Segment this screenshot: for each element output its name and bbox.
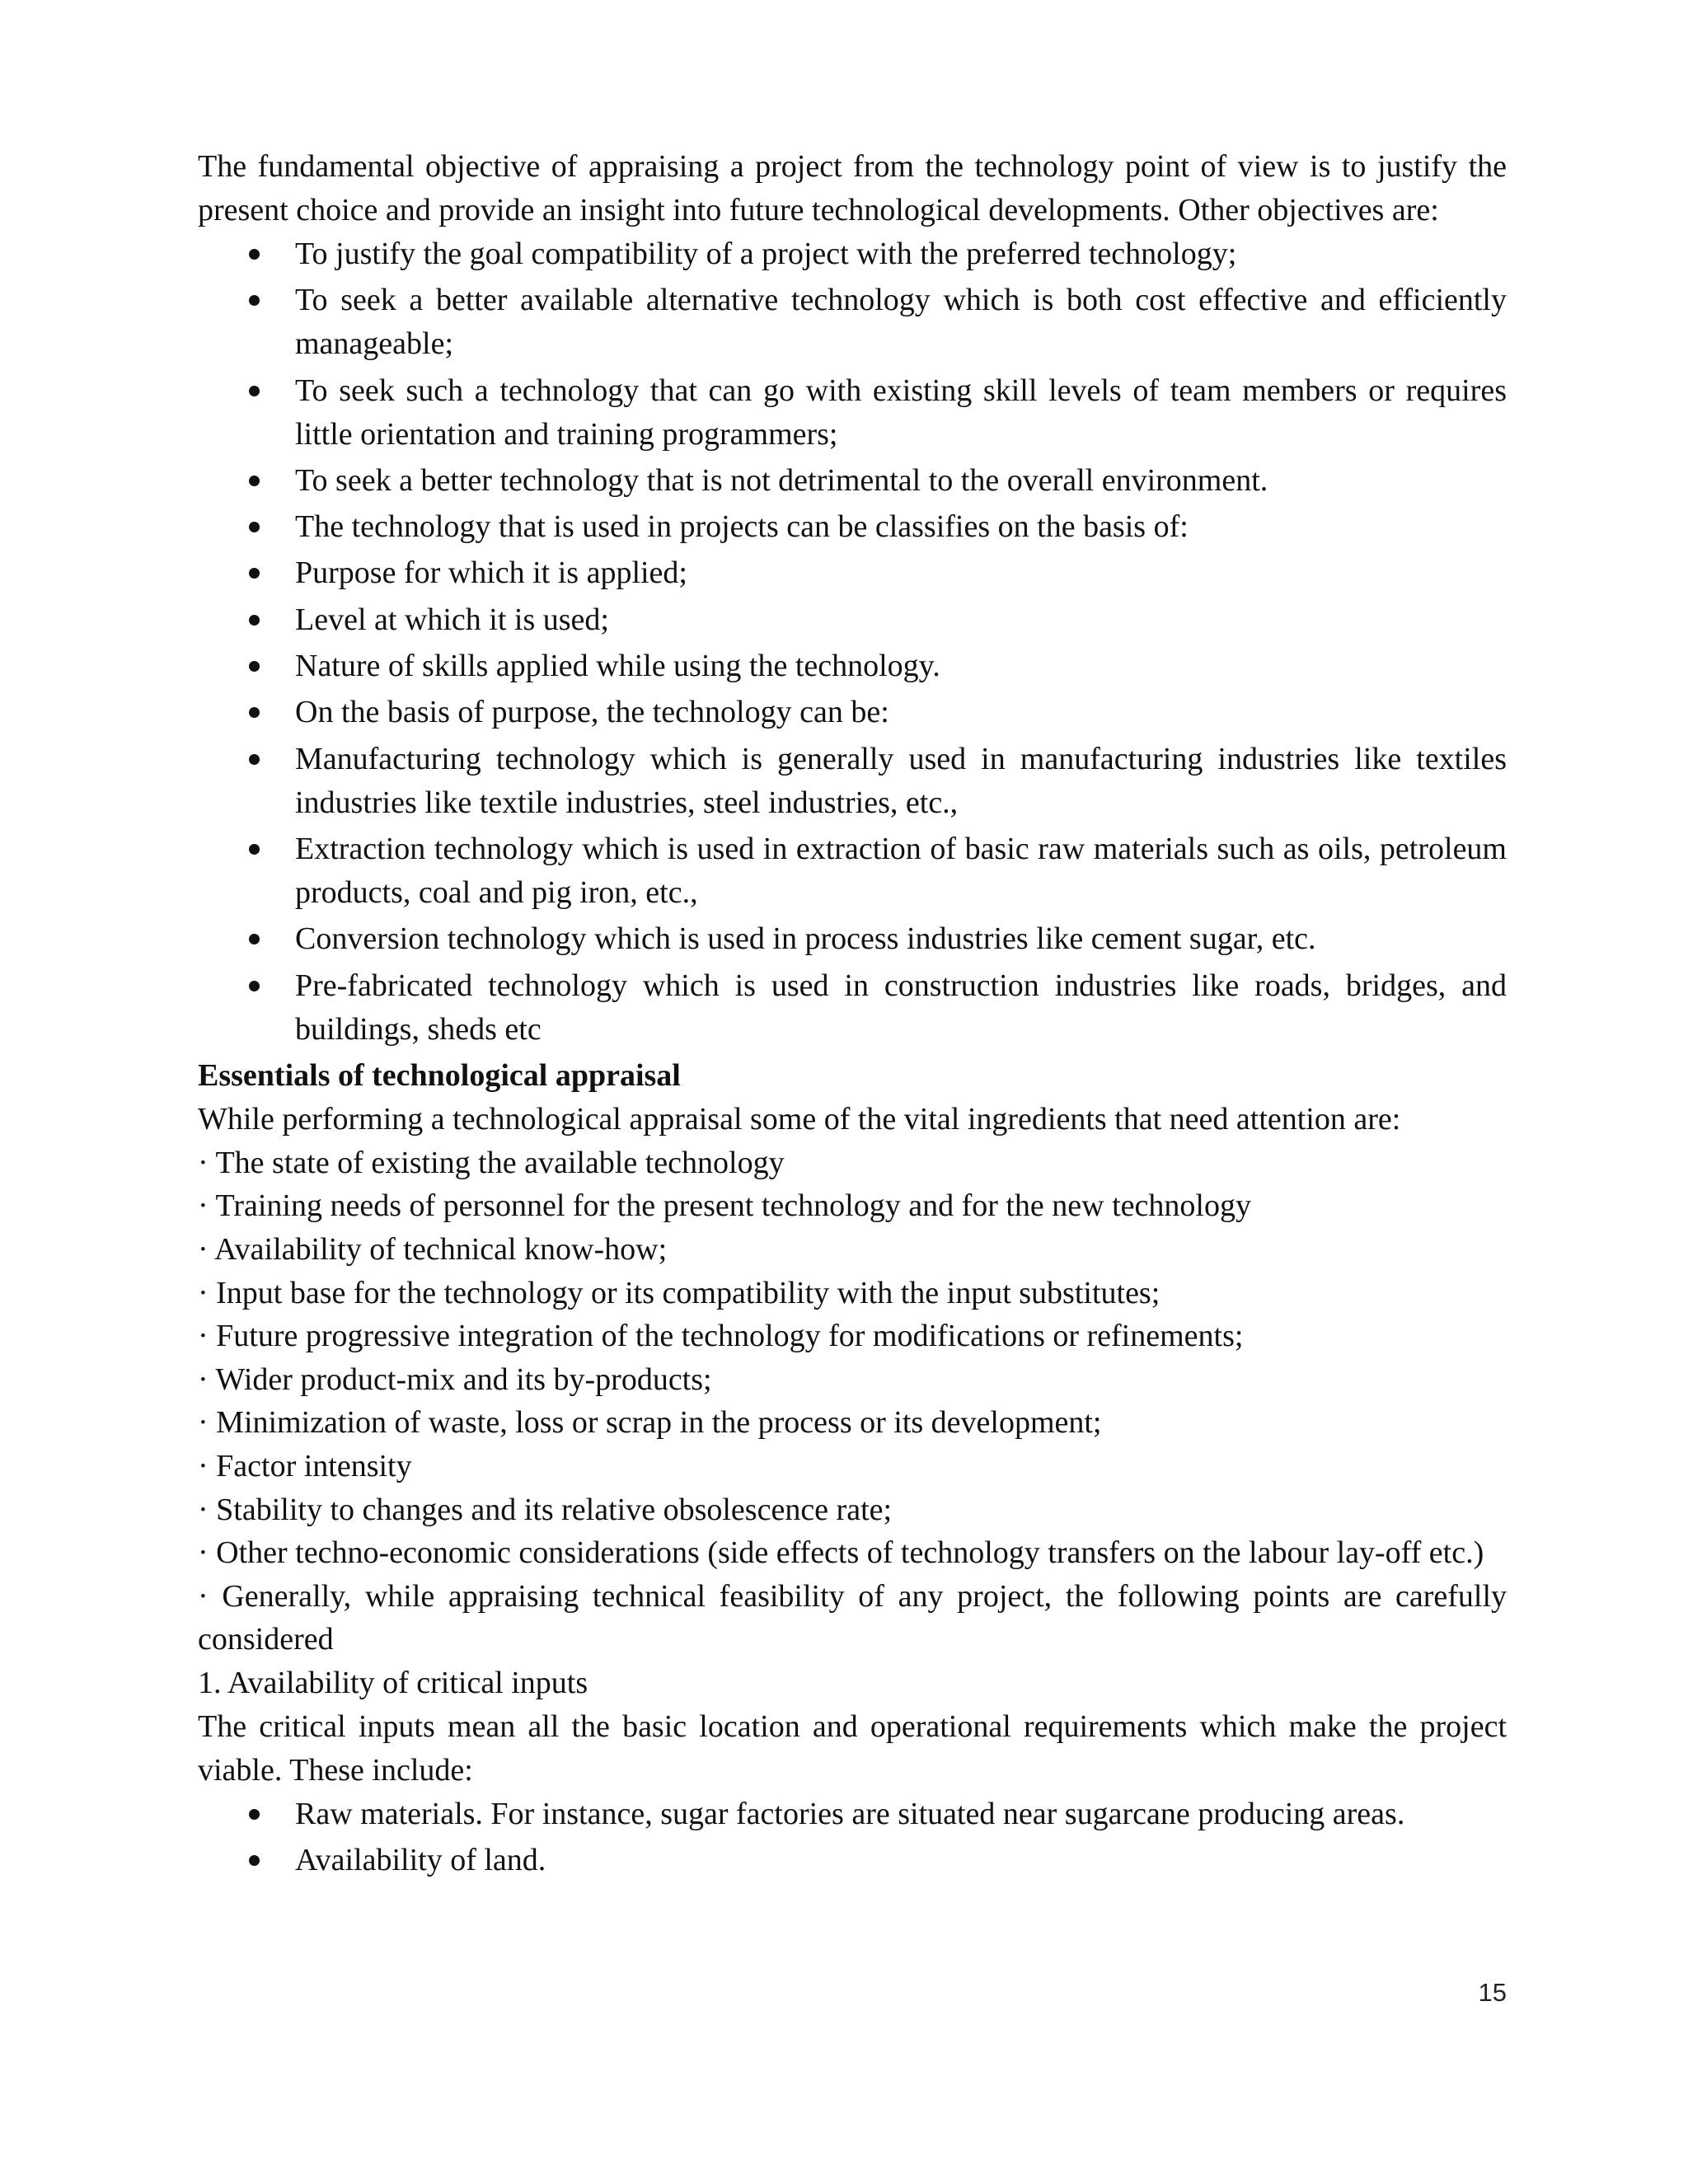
list-item: · Factor intensity [198, 1449, 412, 1484]
list-item: · Training needs of personnel for the present technology and for the new technology [198, 1188, 1251, 1224]
bullet-icon [249, 1855, 260, 1866]
list-item-text: Raw materials. For instance, sugar factories are situated near sugarcane producing areas. [295, 1796, 1405, 1831]
list-item-text: Manufacturing technology which is generally used in manufacturing industries like textiles industries like textile industries, steel industries, etc., [295, 741, 1507, 820]
list-item [198, 691, 1507, 734]
list-item [198, 279, 1507, 366]
list-item-text: On the basis of purpose, the technology can be: [295, 695, 889, 730]
bullet-icon [249, 386, 260, 396]
list-item-text: Pre-fabricated technology which is used in construction industries like roads, bridges, and buildings, sheds etc [295, 968, 1507, 1047]
critical-inputs-intro: The critical inputs mean all the basic location and operational requirements which make the project viable. These include: [198, 1708, 1507, 1788]
list-item [198, 964, 1507, 1052]
list-item [198, 551, 1507, 595]
bullet-icon [249, 615, 260, 626]
list-item [198, 917, 1507, 961]
list-item [198, 1839, 1507, 1882]
bullet-icon [249, 1809, 260, 1820]
list-item-text: Nature of skills applied while using the technology. [295, 649, 940, 684]
list-item [198, 644, 1507, 688]
list-item [198, 459, 1507, 503]
bullet-icon [249, 522, 260, 532]
list-item-text: Availability of land. [295, 1843, 546, 1878]
list-item-text: To seek a better available alternative technology which is both cost effective and efficiently manageable; [295, 283, 1507, 362]
list-item [198, 598, 1507, 642]
bullet-icon [249, 476, 260, 486]
page-number: 15 [1478, 1978, 1507, 2007]
list-item [198, 827, 1507, 915]
bullet-icon [249, 249, 260, 260]
essentials-list [198, 1141, 1507, 1661]
list-item [198, 505, 1507, 549]
bullet-icon [249, 295, 260, 306]
list-item: · Other techno-economic considerations (side effects of technology transfers on the labour lay-off etc.) [198, 1535, 1484, 1571]
list-item-text: To seek such a technology that can go with existing skill levels of team members or requires little orientation and training programmers; [295, 373, 1507, 452]
list-item: · Minimization of waste, loss or scrap in the process or its development; [198, 1405, 1102, 1441]
list-item: · Stability to changes and its relative obsolescence rate; [198, 1492, 893, 1527]
objectives-list [198, 232, 1507, 1052]
bullet-icon [249, 707, 260, 718]
list-item: · Input base for the technology or its compatibility with the input substitutes; [198, 1275, 1160, 1310]
bullet-icon [249, 568, 260, 579]
list-item-text: Purpose for which it is applied; [295, 555, 687, 591]
intro-paragraph: The fundamental objective of appraising a project from the technology point of view is to justify the present choice and provide an insight into future technological developments. Other objectives are: [198, 149, 1507, 227]
list-item-text: To justify the goal compatibility of a project with the preferred technology; [295, 237, 1237, 271]
list-item: · Future progressive integration of the technology for modifications or refinements; [198, 1319, 1244, 1354]
list-item: · Wider product-mix and its by-products; [198, 1361, 712, 1397]
list-item: · Availability of technical know-how; [198, 1232, 668, 1268]
subsection-title: 1. Availability of critical inputs [198, 1665, 588, 1700]
page-content [198, 145, 1507, 1886]
list-item [198, 369, 1507, 457]
list-item-text: The technology that is used in projects can be classifies on the basis of: [295, 509, 1189, 545]
bullet-icon [249, 661, 260, 672]
bullet-icon [249, 754, 260, 765]
list-item [198, 738, 1507, 825]
list-item-text: Conversion technology which is used in process industries like cement sugar, etc. [295, 921, 1316, 957]
list-item-text: To seek a better technology that is not detrimental to the overall environment. [295, 462, 1268, 498]
list-item [198, 1793, 1507, 1836]
section-heading: Essentials of technological appraisal [198, 1057, 681, 1093]
bullet-icon [249, 981, 260, 991]
list-item [198, 232, 1507, 276]
list-item-text: Extraction technology which is used in extraction of basic raw materials such as oils, petroleum products, coal and pig iron, etc., [295, 831, 1507, 910]
essentials-intro: While performing a technological appraisal some of the vital ingredients that need attention are: [198, 1101, 1401, 1137]
list-item: · Generally, while appraising technical feasibility of any project, the following points are carefully considered [198, 1578, 1507, 1657]
bullet-icon [249, 934, 260, 944]
critical-inputs-list [198, 1793, 1507, 1882]
list-item: · The state of existing the available technology [198, 1145, 785, 1180]
bullet-icon [249, 844, 260, 855]
list-item-text: Level at which it is used; [295, 602, 609, 637]
